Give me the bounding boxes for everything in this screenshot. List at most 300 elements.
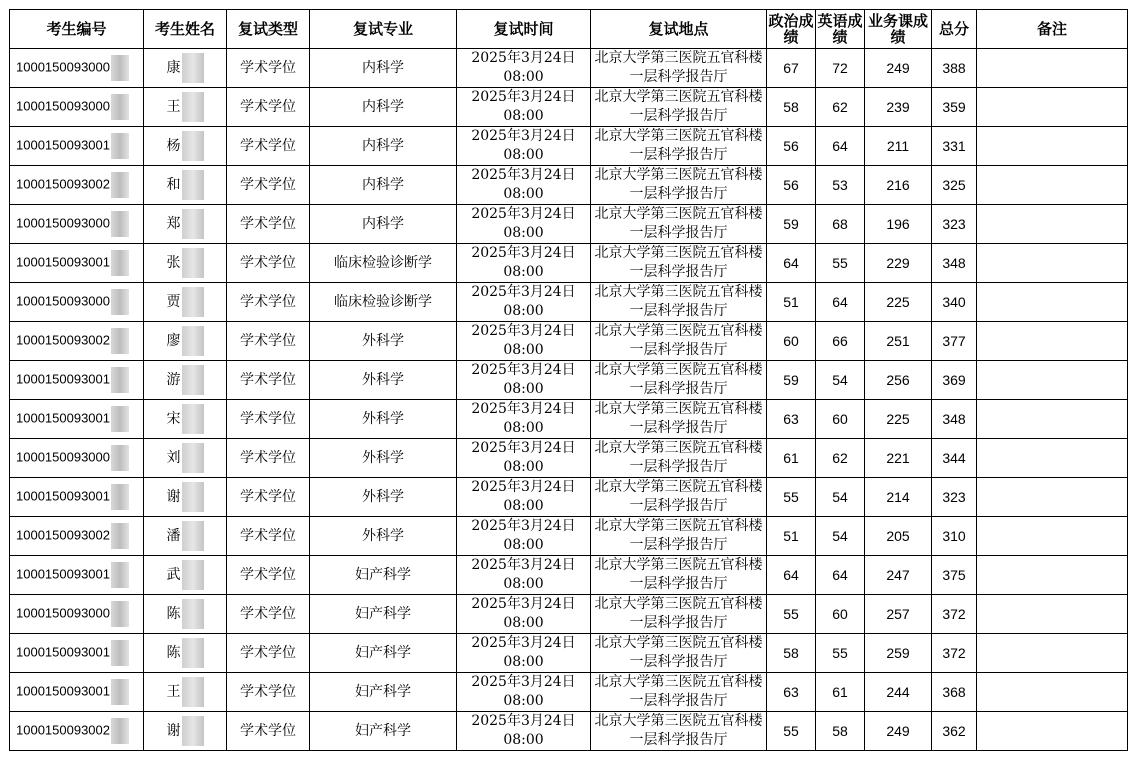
place-cell-text: 北京大学第三医院五官科楼一层科学报告厅 [594, 206, 763, 241]
type-cell [227, 517, 310, 556]
major-score-cell-text: 249 [886, 60, 910, 76]
remarks-cell [977, 400, 1128, 439]
place-cell [591, 88, 767, 127]
type-cell-text: 学术学位 [240, 489, 296, 505]
time-cell-text: 2025年3月24日 08:00 [471, 713, 576, 748]
place-cell-text: 北京大学第三医院五官科楼一层科学报告厅 [594, 479, 763, 514]
table-row [10, 595, 1128, 634]
politics-cell [767, 88, 816, 127]
type-cell [227, 283, 310, 322]
major-score-cell-text: 257 [886, 606, 910, 622]
id-cell [10, 712, 144, 751]
header-id: 考生编号 [10, 10, 144, 49]
redaction-mask [182, 326, 204, 356]
name-cell [144, 88, 227, 127]
politics-cell [767, 517, 816, 556]
total-cell [932, 712, 977, 751]
politics-cell-text: 55 [783, 723, 799, 739]
id-cell [10, 400, 144, 439]
type-cell-text: 学术学位 [240, 606, 296, 622]
place-cell-text: 北京大学第三医院五官科楼一层科学报告厅 [594, 362, 763, 397]
major-score-cell [865, 166, 932, 205]
total-cell-text: 372 [942, 606, 966, 622]
redaction-mask [182, 365, 204, 395]
table-row [10, 400, 1128, 439]
major-score-cell-text: 239 [886, 99, 910, 115]
english-cell [816, 88, 865, 127]
politics-cell [767, 205, 816, 244]
english-cell [816, 517, 865, 556]
politics-cell [767, 244, 816, 283]
remarks-cell [977, 322, 1128, 361]
total-cell [932, 439, 977, 478]
name-cell-text: 谢 [166, 723, 181, 739]
major-score-cell [865, 556, 932, 595]
redaction-mask [111, 250, 129, 276]
major-cell [310, 595, 457, 634]
place-cell [591, 517, 767, 556]
english-cell-text: 54 [832, 372, 848, 388]
total-cell [932, 673, 977, 712]
id-cell [10, 205, 144, 244]
type-cell-text: 学术学位 [240, 528, 296, 544]
header-row [10, 10, 1128, 49]
english-cell-text: 58 [832, 723, 848, 739]
place-cell-text: 北京大学第三医院五官科楼一层科学报告厅 [594, 401, 763, 436]
remarks-cell [977, 712, 1128, 751]
name-cell-text: 刘 [166, 450, 181, 466]
header-english: 英语成绩 [816, 10, 865, 49]
time-cell-text: 2025年3月24日 08:00 [471, 284, 576, 319]
remarks-cell [977, 166, 1128, 205]
redaction-mask [182, 170, 204, 200]
id-cell [10, 88, 144, 127]
total-cell-text: 369 [942, 372, 966, 388]
time-cell-text: 2025年3月24日 08:00 [471, 245, 576, 280]
remarks-cell [977, 517, 1128, 556]
english-cell [816, 361, 865, 400]
major-score-cell [865, 283, 932, 322]
header-name: 考生姓名 [144, 10, 227, 49]
major-score-cell [865, 595, 932, 634]
redaction-mask [111, 601, 129, 627]
english-cell-text: 54 [832, 489, 848, 505]
total-cell-text: 323 [942, 216, 966, 232]
table-row [10, 478, 1128, 517]
redaction-mask [182, 716, 204, 746]
politics-cell [767, 634, 816, 673]
time-cell [457, 595, 591, 634]
time-cell-text: 2025年3月24日 08:00 [471, 401, 576, 436]
total-cell-text: 362 [942, 723, 966, 739]
redaction-mask [111, 289, 129, 315]
remarks-cell [977, 49, 1128, 88]
major-cell-text: 外科学 [362, 333, 404, 349]
major-cell-text: 妇产科学 [355, 723, 411, 739]
major-cell [310, 244, 457, 283]
time-cell-text: 2025年3月24日 08:00 [471, 635, 576, 670]
id-cell-text: 1000150093000 [16, 98, 110, 114]
politics-cell [767, 556, 816, 595]
english-cell-text: 55 [832, 645, 848, 661]
time-cell [457, 127, 591, 166]
type-cell [227, 400, 310, 439]
id-cell-text: 1000150093002 [16, 722, 110, 738]
total-cell-text: 348 [942, 255, 966, 271]
major-cell-text: 妇产科学 [355, 606, 411, 622]
major-score-cell-text: 249 [886, 723, 910, 739]
header-major-score: 业务课成绩 [865, 10, 932, 49]
header-time: 复试时间 [457, 10, 591, 49]
politics-cell [767, 595, 816, 634]
major-score-cell-text: 251 [886, 333, 910, 349]
place-cell-text: 北京大学第三医院五官科楼一层科学报告厅 [594, 323, 763, 358]
redaction-mask [111, 367, 129, 393]
major-cell [310, 88, 457, 127]
total-cell-text: 325 [942, 177, 966, 193]
remarks-cell [977, 595, 1128, 634]
type-cell-text: 学术学位 [240, 333, 296, 349]
english-cell [816, 478, 865, 517]
remarks-cell [977, 88, 1128, 127]
id-cell-text: 1000150093001 [16, 254, 110, 270]
name-cell-text: 武 [166, 567, 181, 583]
major-cell [310, 361, 457, 400]
name-cell-text: 杨 [166, 138, 181, 154]
place-cell-text: 北京大学第三医院五官科楼一层科学报告厅 [594, 596, 763, 631]
time-cell [457, 166, 591, 205]
name-cell-text: 张 [166, 255, 181, 271]
place-cell-text: 北京大学第三医院五官科楼一层科学报告厅 [594, 167, 763, 202]
redaction-mask [182, 53, 204, 83]
id-cell [10, 478, 144, 517]
type-cell-text: 学术学位 [240, 684, 296, 700]
place-cell [591, 244, 767, 283]
redaction-mask [111, 718, 129, 744]
politics-cell-text: 51 [783, 294, 799, 310]
major-score-cell-text: 216 [886, 177, 910, 193]
total-cell [932, 49, 977, 88]
total-cell [932, 244, 977, 283]
name-cell [144, 244, 227, 283]
score-table [9, 9, 1128, 751]
name-cell [144, 49, 227, 88]
major-score-cell [865, 400, 932, 439]
english-cell-text: 68 [832, 216, 848, 232]
politics-cell [767, 712, 816, 751]
table-row [10, 166, 1128, 205]
time-cell [457, 244, 591, 283]
id-cell [10, 361, 144, 400]
time-cell [457, 361, 591, 400]
type-cell [227, 322, 310, 361]
english-cell [816, 166, 865, 205]
english-cell-text: 64 [832, 294, 848, 310]
place-cell [591, 205, 767, 244]
major-cell [310, 439, 457, 478]
time-cell-text: 2025年3月24日 08:00 [471, 362, 576, 397]
table-row [10, 673, 1128, 712]
redaction-mask [111, 562, 129, 588]
redaction-mask [182, 638, 204, 668]
place-cell-text: 北京大学第三医院五官科楼一层科学报告厅 [594, 440, 763, 475]
time-cell [457, 400, 591, 439]
time-cell-text: 2025年3月24日 08:00 [471, 674, 576, 709]
name-cell [144, 439, 227, 478]
total-cell-text: 368 [942, 684, 966, 700]
id-cell-text: 1000150093001 [16, 371, 110, 387]
politics-cell-text: 61 [783, 450, 799, 466]
total-cell [932, 556, 977, 595]
table-row [10, 361, 1128, 400]
redaction-mask [111, 406, 129, 432]
english-cell [816, 634, 865, 673]
remarks-cell [977, 244, 1128, 283]
type-cell-text: 学术学位 [240, 567, 296, 583]
major-score-cell-text: 259 [886, 645, 910, 661]
place-cell-text: 北京大学第三医院五官科楼一层科学报告厅 [594, 518, 763, 553]
time-cell-text: 2025年3月24日 08:00 [471, 557, 576, 592]
table-row [10, 517, 1128, 556]
redaction-mask [111, 523, 129, 549]
time-cell-text: 2025年3月24日 08:00 [471, 323, 576, 358]
english-cell [816, 322, 865, 361]
total-cell-text: 375 [942, 567, 966, 583]
redaction-mask [111, 94, 129, 120]
time-cell-text: 2025年3月24日 08:00 [471, 50, 576, 85]
major-score-cell-text: 196 [886, 216, 910, 232]
redaction-mask [111, 211, 129, 237]
major-score-cell [865, 49, 932, 88]
place-cell [591, 556, 767, 595]
total-cell-text: 377 [942, 333, 966, 349]
type-cell [227, 127, 310, 166]
name-cell-text: 王 [166, 684, 181, 700]
major-cell-text: 临床检验诊断学 [334, 255, 432, 271]
table-row [10, 556, 1128, 595]
english-cell-text: 55 [832, 255, 848, 271]
english-cell [816, 712, 865, 751]
id-cell-text: 1000150093001 [16, 566, 110, 582]
time-cell [457, 322, 591, 361]
table-row [10, 712, 1128, 751]
table-row [10, 283, 1128, 322]
type-cell-text: 学术学位 [240, 216, 296, 232]
place-cell [591, 595, 767, 634]
type-cell-text: 学术学位 [240, 99, 296, 115]
politics-cell [767, 400, 816, 439]
place-cell [591, 634, 767, 673]
time-cell [457, 49, 591, 88]
major-cell-text: 外科学 [362, 489, 404, 505]
place-cell [591, 478, 767, 517]
place-cell-text: 北京大学第三医院五官科楼一层科学报告厅 [594, 284, 763, 319]
place-cell-text: 北京大学第三医院五官科楼一层科学报告厅 [594, 635, 763, 670]
major-score-cell-text: 225 [886, 294, 910, 310]
id-cell [10, 283, 144, 322]
name-cell-text: 贾 [166, 294, 181, 310]
name-cell-text: 潘 [166, 528, 181, 544]
name-cell-text: 廖 [166, 333, 181, 349]
time-cell-text: 2025年3月24日 08:00 [471, 440, 576, 475]
redaction-mask [182, 209, 204, 239]
redaction-mask [111, 679, 129, 705]
major-score-cell-text: 247 [886, 567, 910, 583]
major-score-cell [865, 244, 932, 283]
redaction-mask [182, 521, 204, 551]
total-cell-text: 340 [942, 294, 966, 310]
major-score-cell-text: 214 [886, 489, 910, 505]
politics-cell [767, 49, 816, 88]
id-cell [10, 673, 144, 712]
table-row [10, 127, 1128, 166]
major-score-cell-text: 244 [886, 684, 910, 700]
major-cell [310, 49, 457, 88]
place-cell [591, 283, 767, 322]
name-cell-text: 王 [166, 99, 181, 115]
type-cell-text: 学术学位 [240, 411, 296, 427]
politics-cell [767, 361, 816, 400]
name-cell [144, 556, 227, 595]
place-cell [591, 49, 767, 88]
politics-cell-text: 55 [783, 489, 799, 505]
id-cell-text: 1000150093000 [16, 449, 110, 465]
name-cell [144, 478, 227, 517]
english-cell-text: 64 [832, 567, 848, 583]
major-cell [310, 127, 457, 166]
remarks-cell [977, 478, 1128, 517]
redaction-mask [182, 131, 204, 161]
name-cell-text: 宋 [166, 411, 181, 427]
id-cell-text: 1000150093000 [16, 605, 110, 621]
major-cell-text: 临床检验诊断学 [334, 294, 432, 310]
place-cell [591, 322, 767, 361]
type-cell-text: 学术学位 [240, 138, 296, 154]
politics-cell-text: 59 [783, 372, 799, 388]
major-cell [310, 634, 457, 673]
major-score-cell-text: 256 [886, 372, 910, 388]
total-cell [932, 478, 977, 517]
politics-cell-text: 58 [783, 645, 799, 661]
politics-cell-text: 58 [783, 99, 799, 115]
type-cell-text: 学术学位 [240, 372, 296, 388]
major-cell-text: 外科学 [362, 450, 404, 466]
total-cell [932, 127, 977, 166]
major-score-cell [865, 712, 932, 751]
english-cell-text: 62 [832, 99, 848, 115]
type-cell [227, 166, 310, 205]
name-cell-text: 和 [166, 177, 181, 193]
total-cell-text: 344 [942, 450, 966, 466]
type-cell-text: 学术学位 [240, 723, 296, 739]
type-cell [227, 634, 310, 673]
redaction-mask [182, 443, 204, 473]
type-cell-text: 学术学位 [240, 255, 296, 271]
major-score-cell [865, 361, 932, 400]
english-cell-text: 61 [832, 684, 848, 700]
table-row [10, 244, 1128, 283]
id-cell [10, 49, 144, 88]
total-cell [932, 322, 977, 361]
politics-cell-text: 63 [783, 684, 799, 700]
type-cell [227, 673, 310, 712]
header-place: 复试地点 [591, 10, 767, 49]
politics-cell-text: 67 [783, 60, 799, 76]
header-remarks: 备注 [977, 10, 1128, 49]
id-cell-text: 1000150093001 [16, 410, 110, 426]
table-row [10, 49, 1128, 88]
type-cell [227, 439, 310, 478]
id-cell-text: 1000150093001 [16, 644, 110, 660]
type-cell [227, 478, 310, 517]
major-cell [310, 517, 457, 556]
major-cell-text: 内科学 [362, 99, 404, 115]
time-cell [457, 712, 591, 751]
time-cell [457, 439, 591, 478]
place-cell-text: 北京大学第三医院五官科楼一层科学报告厅 [594, 713, 763, 748]
time-cell [457, 556, 591, 595]
name-cell-text: 谢 [166, 489, 181, 505]
id-cell-text: 1000150093000 [16, 215, 110, 231]
redaction-mask [111, 172, 129, 198]
english-cell [816, 244, 865, 283]
total-cell-text: 348 [942, 411, 966, 427]
major-score-cell-text: 229 [886, 255, 910, 271]
time-cell [457, 205, 591, 244]
english-cell-text: 60 [832, 606, 848, 622]
type-cell [227, 556, 310, 595]
type-cell [227, 49, 310, 88]
total-cell-text: 331 [942, 138, 966, 154]
major-cell-text: 外科学 [362, 528, 404, 544]
name-cell [144, 400, 227, 439]
english-cell [816, 205, 865, 244]
name-cell-text: 游 [166, 372, 181, 388]
name-cell [144, 712, 227, 751]
place-cell-text: 北京大学第三医院五官科楼一层科学报告厅 [594, 89, 763, 124]
place-cell-text: 北京大学第三医院五官科楼一层科学报告厅 [594, 128, 763, 163]
english-cell-text: 62 [832, 450, 848, 466]
english-cell [816, 556, 865, 595]
place-cell-text: 北京大学第三医院五官科楼一层科学报告厅 [594, 245, 763, 280]
name-cell [144, 205, 227, 244]
remarks-cell [977, 439, 1128, 478]
id-cell [10, 244, 144, 283]
major-cell [310, 673, 457, 712]
politics-cell-text: 56 [783, 177, 799, 193]
politics-cell-text: 64 [783, 255, 799, 271]
total-cell-text: 372 [942, 645, 966, 661]
english-cell-text: 60 [832, 411, 848, 427]
id-cell-text: 1000150093001 [16, 683, 110, 699]
major-cell [310, 478, 457, 517]
english-cell [816, 673, 865, 712]
politics-cell-text: 64 [783, 567, 799, 583]
redaction-mask [182, 560, 204, 590]
name-cell-text: 郑 [166, 216, 181, 232]
time-cell [457, 634, 591, 673]
table-row [10, 439, 1128, 478]
type-cell-text: 学术学位 [240, 294, 296, 310]
english-cell [816, 595, 865, 634]
type-cell [227, 205, 310, 244]
total-cell [932, 517, 977, 556]
header-type: 复试类型 [227, 10, 310, 49]
major-cell-text: 外科学 [362, 411, 404, 427]
major-score-cell [865, 322, 932, 361]
id-cell-text: 1000150093001 [16, 137, 110, 153]
time-cell [457, 88, 591, 127]
